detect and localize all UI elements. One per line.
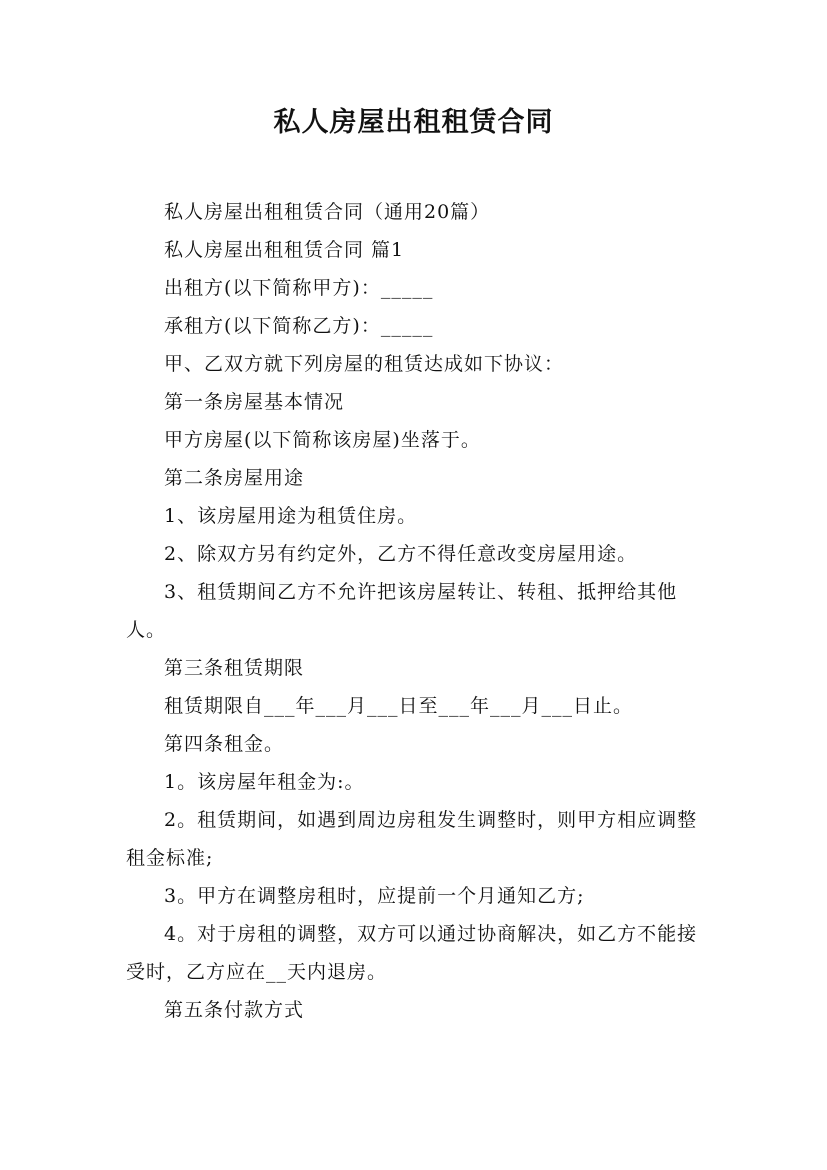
paragraph-usage-1: 1、该房屋用途为租赁住房。 bbox=[164, 505, 418, 527]
paragraph-usage-3: 3、租赁期间乙方不允许把该房屋转让、转租、抵押给其他人。 bbox=[126, 581, 678, 641]
paragraph-usage-2: 2、除双方另有约定外，乙方不得任意改变房屋用途。 bbox=[164, 543, 638, 565]
paragraph-subtitle: 私人房屋出租租赁合同（通用20篇） bbox=[164, 201, 491, 223]
paragraph-lessor: 出租方(以下简称甲方)：_____ bbox=[164, 277, 434, 299]
paragraph-rent-4: 4。对于房租的调整，双方可以通过协商解决，如乙方不能接受时，乙方应在__天内退房。 bbox=[126, 923, 698, 983]
paragraph-article-3-heading: 第三条租赁期限 bbox=[164, 657, 305, 679]
paragraph-article-5-heading: 第五条付款方式 bbox=[164, 999, 305, 1021]
paragraph-section-heading: 私人房屋出租租赁合同 篇1 bbox=[164, 239, 405, 261]
paragraph-article-1-heading: 第一条房屋基本情况 bbox=[164, 391, 345, 413]
paragraph-lessee: 承租方(以下简称乙方)：_____ bbox=[164, 315, 434, 337]
paragraph-rent-1: 1。该房屋年租金为:。 bbox=[164, 771, 365, 793]
paragraph-property-location: 甲方房屋(以下简称该房屋)坐落于。 bbox=[164, 429, 481, 451]
paragraph-article-4-heading: 第四条租金。 bbox=[164, 733, 285, 755]
document-title: 私人房屋出租租赁合同 bbox=[273, 107, 554, 138]
paragraph-lease-term: 租赁期限自___年___月___日至___年___月___日止。 bbox=[164, 695, 634, 717]
paragraph-rent-3: 3。甲方在调整房租时，应提前一个月通知乙方; bbox=[164, 885, 585, 907]
document-body bbox=[126, 193, 704, 1029]
paragraph-rent-2: 2。租赁期间，如遇到周边房租发生调整时，则甲方相应调整租金标准; bbox=[126, 809, 698, 869]
paragraph-article-2-heading: 第二条房屋用途 bbox=[164, 467, 305, 489]
paragraph-agreement-intro: 甲、乙双方就下列房屋的租赁达成如下协议： bbox=[164, 353, 565, 375]
